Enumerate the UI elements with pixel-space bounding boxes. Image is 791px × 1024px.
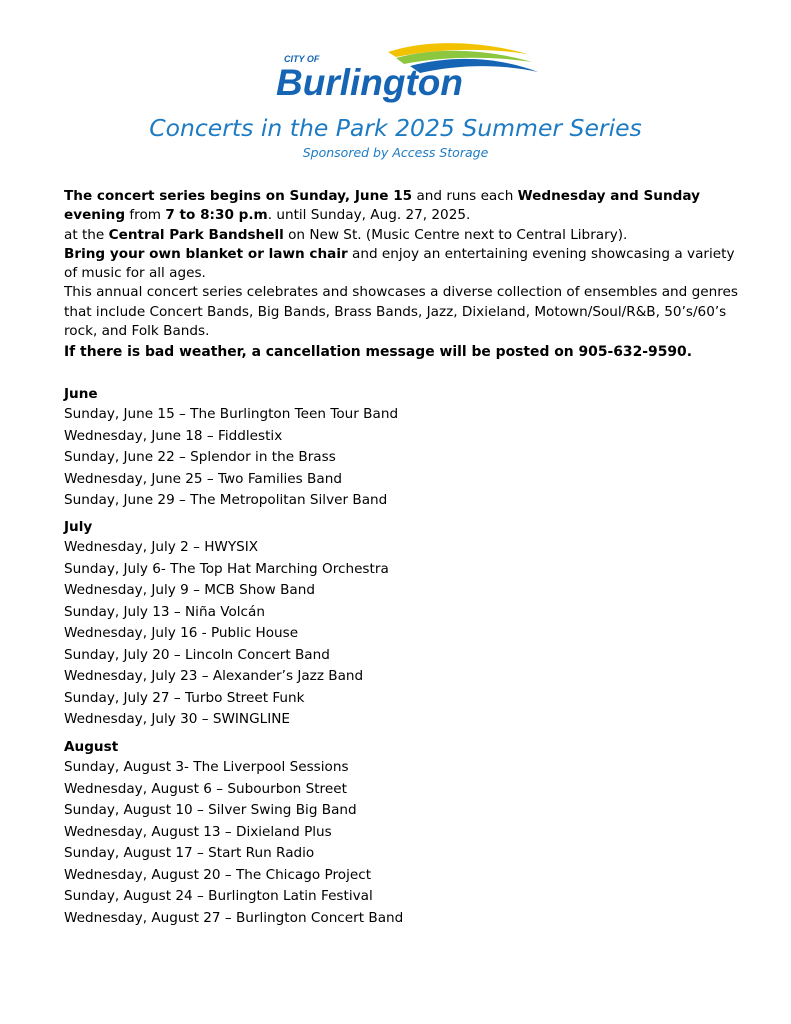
concert-item: Sunday, June 15 – The Burlington Teen Tour Band [64,406,399,422]
concert-item: Sunday, July 27 – Turbo Street Funk [64,689,305,706]
concert-item: Sunday, August 24 – Burlington Latin Festival [64,888,373,904]
weather-notice: If there is bad weather, a cancellation message will be posted on 905-632-9590. [64,344,692,360]
intro-text: at the [64,226,109,243]
concert-item: Wednesday, July 16 - Public House [64,625,299,641]
month-july [64,517,744,731]
month-heading: August [64,739,119,755]
concert-item: Wednesday, August 20 – The Chicago Project [64,866,372,883]
logo-graphic [270,40,540,112]
concert-item: Wednesday, August 27 – Burlington Concert Band [64,909,404,926]
intro-location [64,226,744,245]
concert-item: Wednesday, June 18 – Fiddlestix [64,427,283,444]
concert-item: Wednesday, July 30 – SWINGLINE [64,711,290,727]
intro-text: from [125,207,166,224]
intro-times: 7 to 8:30 p.m [165,207,268,224]
concert-item: Wednesday, July 23 – Alexander’s Jazz Band [64,668,364,684]
intro-text: . until Sunday, Aug. 27, 2025. [267,207,471,224]
logo-city-of: CITY OF [284,54,320,64]
page-title: Concerts in the Park 2025 Summer Series [149,114,642,142]
month-june [64,384,744,512]
city-of-burlington-logo [270,40,540,112]
concert-item: Sunday, June 22 – Splendor in the Brass [64,449,336,465]
intro-text: and enjoy an entertaining evening showcasing a variety of music for all ages. [64,245,735,282]
intro-start-date: The concert series begins on Sunday, June 15 [64,188,413,204]
intro-text: on New St. (Music Centre next to Central Library). [283,226,628,243]
concert-item: Sunday, August 3- The Liverpool Sessions [64,759,349,775]
concert-item: Sunday, July 20 – Lincoln Concert Band [64,646,330,663]
month-heading: June [64,386,98,402]
page-subtitle: Sponsored by Access Storage [302,145,489,160]
intro-schedule [64,187,744,226]
month-heading: July [64,519,93,535]
intro-section [64,187,744,341]
concert-item: Wednesday, July 9 – MCB Show Band [64,582,315,598]
intro-description: This annual concert series celebrates and showcases a diverse collection of ensembles and genres that include Concert Bands, Big Bands, Brass Bands, Jazz, Dixieland, Motown/Soul/R&B, 50’s/60’s rock, and Folk Bands. [64,284,738,340]
concert-item: Sunday, August 10 – Silver Swing Big Band [64,802,357,818]
intro-bring-bold: Bring your own blanket or lawn chair [64,245,348,262]
concert-item: Sunday, July 13 – Niña Volcán [64,603,265,620]
intro-bring [64,245,744,284]
intro-text: and runs each [412,188,518,204]
logo-wordmark: Burlington [276,62,464,103]
concert-item: Wednesday, August 6 – Subourbon Street [64,780,347,797]
concert-item: Sunday, August 17 – Start Run Radio [64,845,315,861]
month-august [64,737,744,929]
concert-item: Sunday, July 6- The Top Hat Marching Orchestra [64,560,389,577]
concert-item: Wednesday, July 2 – HWYSIX [64,539,259,555]
concert-item: Wednesday, June 25 – Two Families Band [64,470,342,487]
concert-item: Sunday, June 29 – The Metropolitan Silver Band [64,492,388,508]
concert-item: Wednesday, August 13 – Dixieland Plus [64,823,332,840]
intro-days: Wednesday and Sunday evening [64,188,701,224]
intro-venue: Central Park Bandshell [108,226,284,243]
